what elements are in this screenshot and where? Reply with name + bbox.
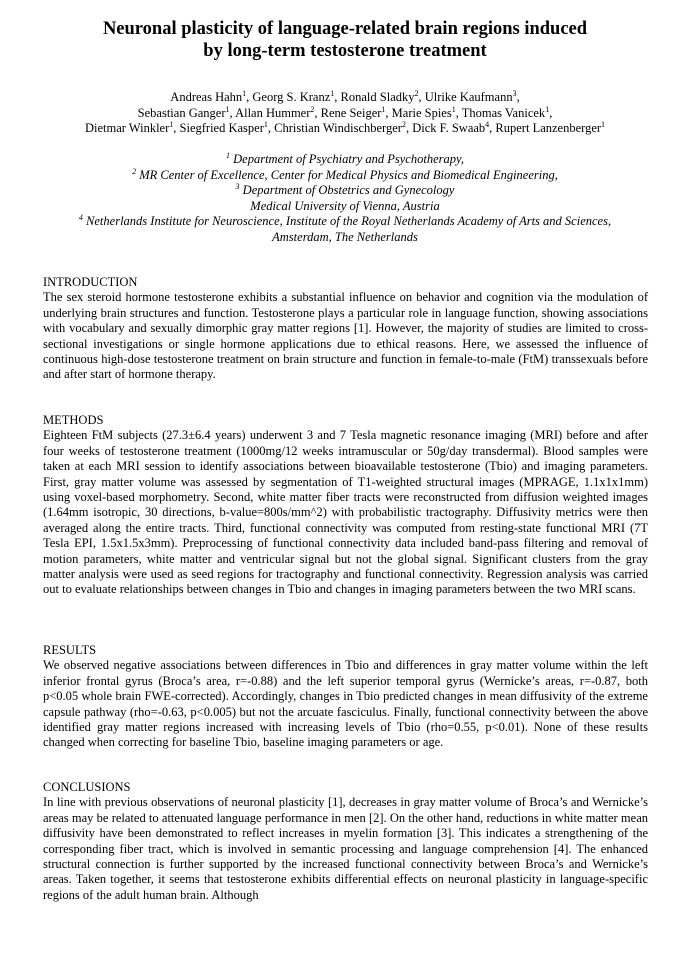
author-name: Siegfried Kasper xyxy=(179,121,264,135)
methods-section xyxy=(43,413,648,598)
author-affil-sup: 1 xyxy=(601,119,606,129)
conclusions-heading: CONCLUSIONS xyxy=(43,780,131,794)
author-affil-sup: 1 xyxy=(381,104,386,114)
affiliation-text: MR Center of Excellence, Center for Medical Physics and Biomedical Engineering, xyxy=(139,167,558,182)
affiliation-4-location: Amsterdam, The Netherlands xyxy=(272,229,418,244)
affiliation-2 xyxy=(30,168,660,184)
author-affil-sup: 2 xyxy=(414,88,419,98)
author-affil-sup: 1 xyxy=(169,119,174,129)
author-affil-sup: 4 xyxy=(485,119,490,129)
author-name: Sebastian Ganger xyxy=(137,105,226,120)
author-name: Marie Spies xyxy=(391,105,452,120)
author-name: Rupert Lanzenberger xyxy=(495,121,602,135)
author-line-1: Andreas Hahn$^1$, Georg S. Kranz$^1$, Ronald Sladky$^2$, Ulrike Kaufmann$^3$, xyxy=(170,88,520,104)
affiliation-4 xyxy=(30,214,660,230)
conclusions-text: In line with previous observations of neuronal plasticity [1], decreases in gray matter volume of Broca’s and Wernicke’s areas may be related to attenuated language performance in men [2]. On the other hand, reductions in white matter mean diffusivity have been demonstrated to reflect increases in myelin formation [3]. This indicates a strengthening of the corresponding fiber tract, which is involved in semantic processing and language comprehension [4]. The enhanced structural connection is further supported by the increased functional connectivity between Broca’s and Wernicke’s areas. Taken together, it seems that testosterone exhibits differential effects on neuronal plasticity in language-specific regions of the adult human brain. Although xyxy=(43,795,648,902)
results-text: We observed negative associations between differences in Tbio and differences in gray matter volume within the left inferior frontal gyrus (Broca’s area, r=-0.88) and the left superior temporal gyrus (Wernicke’s areas, r=-0.87, both p<0.05 whole brain FWE-corrected). Accordingly, changes in Tbio predicted changes in mean diffusivity of the extreme capsule pathway (rho=-0.63, p<0.005) but not the arcuate fasciculus. Finally, functional connectivity between the above identified gray matter regions increased with increasing levels of Tbio (rho=0.55, p<0.01). None of these results changed when correcting for baseline Tbio, baseline imaging parameters or age. xyxy=(43,658,648,750)
affiliation-list xyxy=(30,152,660,245)
introduction-section xyxy=(43,275,648,383)
affiliation-3-location: Medical University of Vienna, Austria xyxy=(250,198,440,213)
author-line-2: Sebastian Ganger$^1$, Allan Hummer$^2$, Rene Seiger$^1$, Marie Spies$^1$, Thomas Vanicek$^1$, xyxy=(137,104,553,120)
affiliation-sup: 1 xyxy=(226,150,230,160)
author-name: Rene Seiger xyxy=(320,105,382,120)
author-name: Georg S. Kranz xyxy=(252,90,331,104)
conclusions-section xyxy=(43,780,648,903)
affiliation-text: Department of Psychiatry and Psychotherapy, xyxy=(233,152,464,166)
title-line-1: Neuronal plasticity of language-related brain regions induced xyxy=(102,19,588,39)
author-name: Ronald Sladky xyxy=(340,90,415,104)
results-heading: RESULTS xyxy=(43,643,97,657)
author-name: Thomas Vanicek xyxy=(461,105,546,120)
introduction-heading: INTRODUCTION xyxy=(43,275,138,289)
affiliation-1 xyxy=(30,152,660,168)
author-affil-sup: 1 xyxy=(545,104,550,114)
author-affil-sup: 1 xyxy=(225,104,230,114)
paper-title xyxy=(40,18,650,62)
results-section xyxy=(43,643,648,751)
affiliation-text: Netherlands Institute for Neuroscience, Institute of the Royal Netherlands Academy of Arts and Sciences, xyxy=(86,214,612,228)
author-affil-sup: 2 xyxy=(310,104,315,114)
affiliation-text: Department of Obstetrics and Gynecology xyxy=(242,183,455,197)
affiliation-sup: 2 xyxy=(132,166,137,176)
author-affil-sup: 2 xyxy=(401,119,406,129)
author-name: Allan Hummer xyxy=(235,105,311,120)
author-name: Dietmar Winkler xyxy=(84,121,170,135)
introduction-text: The sex steroid hormone testosterone exhibits a substantial influence on behavior and cognition via the modulation of underlying brain structures and function. Testosterone plays a particular role in language function, showing associations with vocabulary and sexually dimorphic gray matter regions [1]. However, the majority of studies are limited to cross-sectional investigations or single hormone applications due to ethical reasons. Here, we assessed the influence of continuous high-dose testosterone treatment on brain structure and function in female-to-male (FtM) transsexuals before and after start of hormone therapy. xyxy=(43,290,648,382)
author-affil-sup: 1 xyxy=(330,88,335,98)
author-name: Ulrike Kaufmann xyxy=(424,90,513,104)
author-affil-sup: 1 xyxy=(263,119,268,129)
methods-heading: METHODS xyxy=(43,413,104,427)
author-affil-sup: 3 xyxy=(512,88,517,98)
author-list xyxy=(30,90,660,137)
author-affil-sup: 1 xyxy=(242,88,247,98)
affiliation-sup: 3 xyxy=(235,181,240,191)
author-name: Christian Windischberger xyxy=(274,121,402,135)
author-line-3: Dietmar Winkler$^1$, Siegfried Kasper$^1$, Christian Windischberger$^2$, Dick F. Swaab$^4$, Rupert Lanzenberger$^1$ xyxy=(84,119,606,135)
author-affil-sup: 1 xyxy=(451,104,456,114)
author-name: Dick F. Swaab xyxy=(412,121,486,135)
title-line-2: by long-term testosterone treatment xyxy=(203,41,487,61)
affiliation-3 xyxy=(30,183,660,199)
author-name: Andreas Hahn xyxy=(170,90,243,104)
methods-text: Eighteen FtM subjects (27.3±6.4 years) underwent 3 and 7 Tesla magnetic resonance imaging (MRI) before and after four weeks of testosterone treatment (1000mg/12 weeks intramuscular or 50g/day transdermal). Blood samples were taken at each MRI session to identify associations between bioavailable testosterone (Tbio) and imaging parameters. First, gray matter volume was assessed by segmentation of T1-weighted structural images (MPRAGE, 1.1x1x1mm) using voxel-based morphometry. Second, white matter fiber tracts were reconstructed from diffusion weighted images (1.64mm isotropic, 30 directions, b-value=800s/mm^2) with probabilistic tractography. Diffusivity metrics were then averaged along the entire tracts. Third, functional connectivity was computed from resting-state functional MRI (7T Tesla EPI, 1.5x1.5x3mm). Preprocessing of functional connectivity data included band-pass filtering and removal of motion parameters, white matter and ventricular signal but not the global signal. Significant clusters from the gray matter analysis were used as seed regions for tractography and functional connectivity. Regression analysis was carried out to evaluate relationships between changes in Tbio and changes in imaging parameters between the two MRI scans. xyxy=(43,428,648,597)
affiliation-sup: 4 xyxy=(78,212,83,222)
